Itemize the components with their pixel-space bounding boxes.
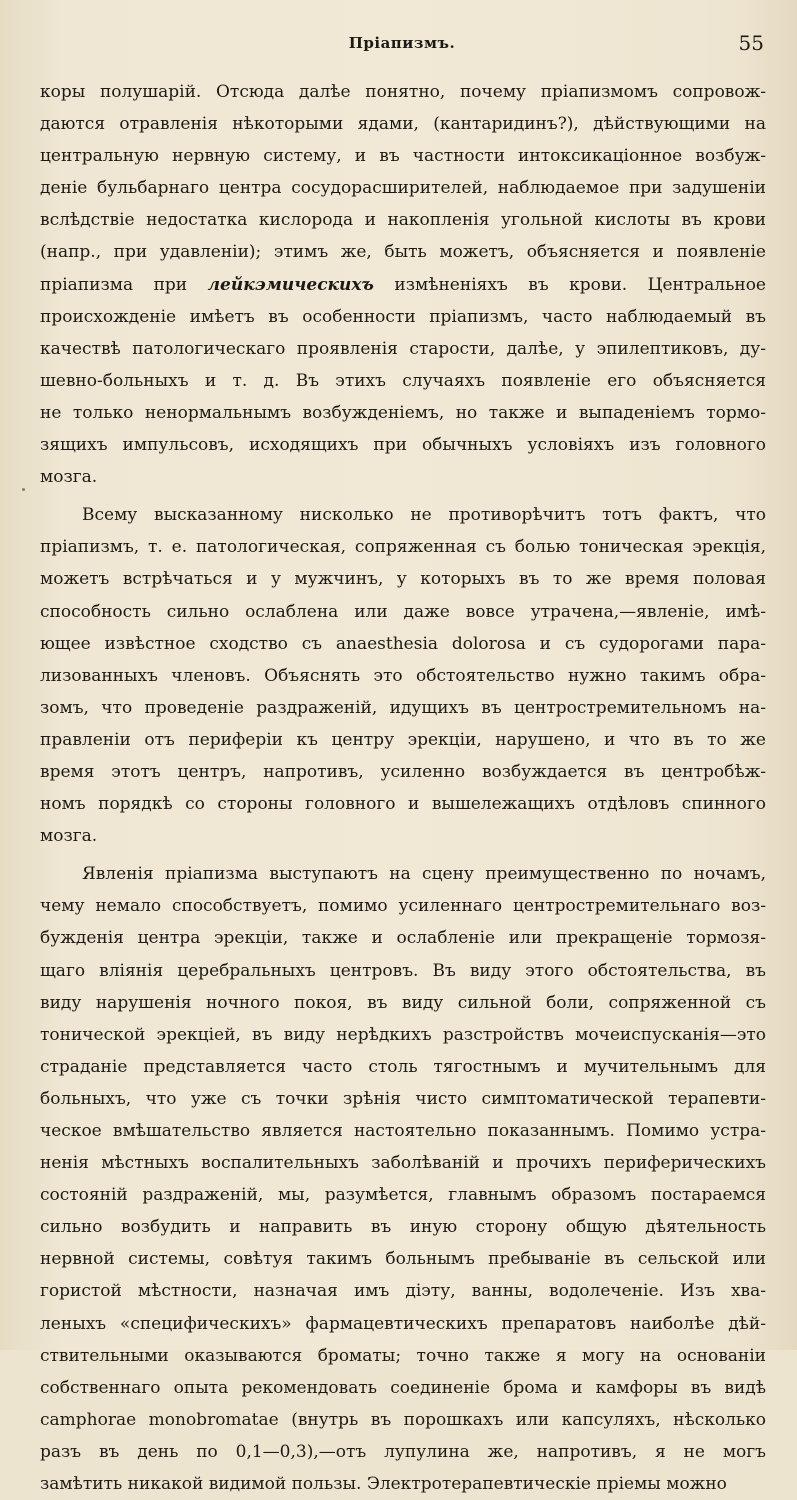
text-line: camphorae monobromatae (внутрь въ порошкахъ или капсуляхъ, нѣсколько: [40, 1409, 766, 1430]
text-line: не только ненормальнымъ возбужденіемъ, но также и выпаденіемъ тормо-: [40, 402, 766, 423]
text-line: замѣтить никакой видимой пользы. Электротерапевтическіе пріемы можно: [40, 1474, 727, 1495]
text-line: зомъ, что проведеніе раздраженій, идущихъ въ центростремительномъ на-: [40, 697, 766, 718]
text-line: деніе бульбарнаго центра сосудорасширителей, наблюдаемое при задушеніи: [40, 178, 766, 199]
text-line: щаго вліянія церебральныхъ центровъ. Въ виду этого обстоятельства, въ: [40, 960, 766, 981]
text-line: даются отравленія нѣкоторыми ядами, (кантаридинъ?), дѣйствующими на: [40, 114, 766, 135]
text-line: лизованныхъ членовъ. Объяснять это обстоятельство нужно такимъ обра-: [40, 665, 766, 686]
text-line: коры полушарій. Отсюда далѣе понятно, почему пріапизмомъ сопровож-: [40, 82, 766, 102]
paper-speck: [22, 488, 25, 491]
text-line: гористой мѣстности, назначая имъ діэту, ванны, водолеченіе. Изъ хва-: [40, 1281, 766, 1302]
text-line: пріапизмъ, т. е. патологическая, сопряженная съ болью тоническая эрекція,: [40, 537, 766, 558]
text-line: нервной системы, совѣтуя такимъ больнымъ пребываніе въ сельской или: [40, 1249, 766, 1270]
text-line: состояній раздраженій, мы, разумѣется, главнымъ образомъ постараемся: [40, 1185, 766, 1206]
text-line: разъ въ день по 0,1—0,3),—отъ лупулина же, напротивъ, я не могъ: [40, 1441, 766, 1462]
text-line: правленіи отъ периферіи къ центру эрекціи, нарушено, и что въ то же: [40, 729, 766, 750]
running-head: [40, 31, 764, 58]
text-line: пріапизма при лейкэмическихъ измѣненіяхъ въ крови. Центральное: [40, 274, 766, 295]
text-line: ненія мѣстныхъ воспалительныхъ заболѣваній и прочихъ периферическихъ: [40, 1153, 766, 1174]
text-line: шевно-больныхъ и т. д. Въ этихъ случаяхъ появленіе его объясняется: [40, 370, 766, 391]
text-line: мозга.: [40, 467, 98, 488]
text-line: чему немало способствуетъ, помимо усиленнаго центростремительнаго воз-: [40, 896, 766, 917]
text-line: тонической эрекціей, въ виду нерѣдкихъ разстройствъ мочеиспусканія—это: [40, 1024, 766, 1045]
text-line: зящихъ импульсовъ, исходящихъ при обычныхъ условіяхъ изъ головного: [40, 435, 766, 456]
text-line: Явленія пріапизма выступаютъ на сцену преимущественно по ночамъ,: [82, 864, 766, 885]
text-line: виду нарушенія ночного покоя, въ виду сильной боли, сопряженной съ: [40, 992, 766, 1013]
text-line: можетъ встрѣчаться и у мужчинъ, у которыхъ въ то же время половая: [40, 569, 766, 590]
text-line: бужденія центра эрекціи, также и ослабленіе или прекращеніе тормозя-: [40, 928, 766, 949]
text-line: больныхъ, что уже съ точки зрѣнія чисто симптоматической терапевти-: [40, 1088, 766, 1109]
text-line: качествѣ патологическаго проявленія старости, далѣе, у эпилептиковъ, ду-: [40, 338, 766, 359]
emphasized-word: лейкэмическихъ: [207, 274, 374, 295]
text-line: центральную нервную систему, и въ частности интоксикаціонное возбуж-: [40, 146, 766, 167]
text-line: вслѣдствіе недостатка кислорода и накопленія угольной кислоты въ крови: [40, 210, 766, 231]
text-line: Всему высказанному нисколько не противорѣчитъ тотъ фактъ, что: [82, 505, 766, 526]
text-line: собственнаго опыта рекомендовать соединеніе брома и камфоры въ видѣ: [40, 1377, 766, 1398]
text-line: (напр., при удавленіи); этимъ же, быть можетъ, объясняется и появленіе: [40, 242, 766, 263]
text-line: ствительными оказываются броматы; точно также я могу на основаніи: [40, 1345, 766, 1366]
text-line: ческое вмѣшательство является настоятельно показаннымъ. Помимо устра-: [40, 1121, 766, 1141]
text-line: леныхъ «специфическихъ» фармацевтическихъ препаратовъ наиболѣе дѣй-: [40, 1313, 766, 1334]
text-line: ющее извѣстное сходство съ anaesthesia dolorosa и съ судорогами пара-: [40, 633, 766, 654]
body-text: [40, 76, 766, 1500]
text-line: время этотъ центръ, напротивъ, усиленно возбуждается въ центробѣж-: [40, 761, 766, 782]
text-line: номъ порядкѣ со стороны головного и вышележащихъ отдѣловъ спинного: [40, 794, 766, 815]
text-line: страданіе представляется часто столь тягостнымъ и мучительнымъ для: [40, 1056, 766, 1077]
text-line: мозга.: [40, 826, 98, 847]
page-number: 55: [738, 31, 764, 55]
text-line: происхожденіе имѣетъ въ особенности пріапизмъ, часто наблюдаемый въ: [40, 306, 766, 327]
text-line: способность сильно ослаблена или даже вовсе утрачена,—явленіе, имѣ-: [40, 601, 766, 622]
text-line: сильно возбудить и направить въ иную сторону общую дѣятельность: [40, 1217, 766, 1238]
running-title: Пріапизмъ.: [348, 34, 456, 52]
